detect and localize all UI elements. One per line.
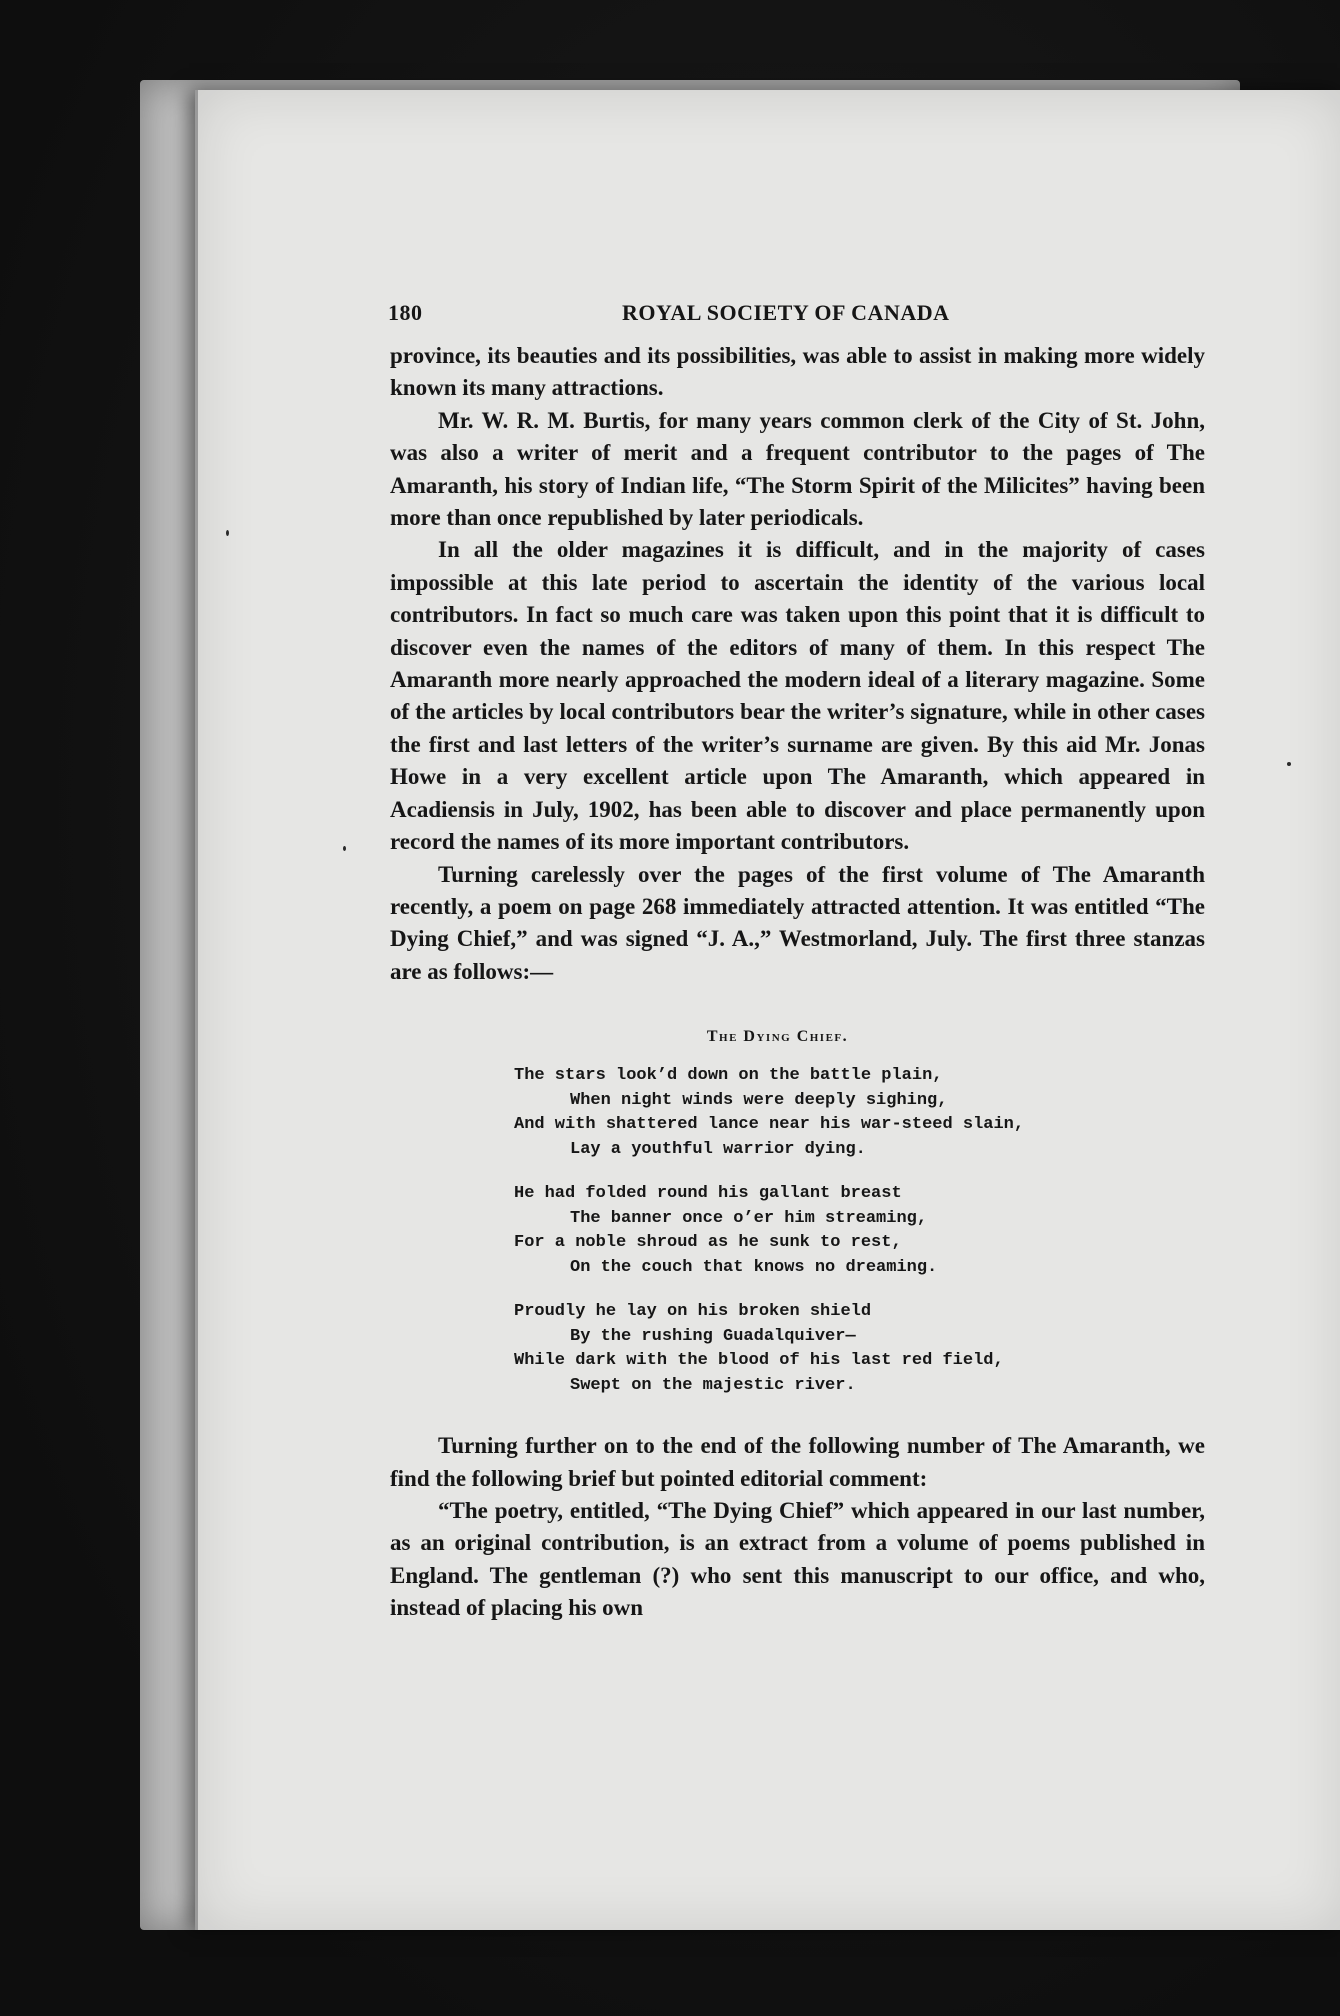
paragraph-1: province, its beauties and its possibilities, was able to assist in making more widely known its many attractions. (390, 343, 1205, 401)
poem-line: The stars look’d down on the battle plain, (514, 1066, 943, 1086)
stanza-2 (514, 1182, 1205, 1280)
poem-line: On the couch that knows no dreaming. (570, 1257, 938, 1277)
paragraph-5: Turning further on to the end of the following number of The Amaranth, we find the following brief but pointed editorial comment: (390, 1433, 1205, 1491)
poem-line: For a noble shroud as he sunk to rest, (514, 1233, 902, 1253)
poem-line: By the rushing Guadalquiver— (570, 1326, 856, 1346)
poem-title: The Dying Chief. (706, 1028, 849, 1046)
poem-line: Swept on the majestic river. (570, 1375, 856, 1395)
paragraph-4: Turning carelessly over the pages of the first volume of The Amaranth recently, a poem on page 268 immediately attracted attention. It was entitled “The Dying Chief,” and was signed “J. A.,” Westmorland, July. The first three stanzas are as follows:— (390, 861, 1205, 984)
stanza-1 (514, 1064, 1205, 1162)
poem-line: He had folded round his gallant breast (514, 1184, 902, 1204)
paragraph-3: In all the older magazines it is difficult, and in the majority of cases impossible at this late period to ascertain the identity of the various local contributors. In fact so much care was taken upon this point that it is difficult to discover even the names of the editors of many of them. In this respect The Amaranth more nearly approached the modern ideal of a literary magazine. Some of the articles by local contributors bear the writer’s signature, while in other cases the first and last letters of the writer’s surname are given. By this aid Mr. Jonas Howe in a very excellent article upon The Amaranth, which appeared in Acadiensis in July, 1902, has been able to discover and place permanently upon record the names of its more important contributors. (390, 537, 1205, 855)
paragraph-6: “The poetry, entitled, “The Dying Chief” which appeared in our last number, as an original contribution, is an extract from a volume of poems published in England. The gentleman (?) who sent this manuscript to our office, and who, instead of placing his own (390, 1497, 1205, 1621)
running-title: ROYAL SOCIETY OF CANADA (622, 300, 950, 325)
running-head (390, 300, 1205, 340)
page-text (390, 300, 1205, 1625)
scan-speck (226, 530, 229, 536)
poem-line: While dark with the blood of his last red field, (514, 1351, 1004, 1371)
poem-line: Proudly he lay on his broken shield (514, 1302, 872, 1322)
poem-line: The banner once o’er him streaming, (570, 1208, 928, 1228)
poem-line: Lay a youthful warrior dying. (570, 1139, 866, 1159)
page-number: 180 (388, 300, 423, 325)
scan-speck (343, 846, 346, 851)
paragraph-2: Mr. W. R. M. Burtis, for many years common clerk of the City of St. John, was also a writer of merit and a frequent contributor to the pages of The Amaranth, his story of Indian life, “The Storm Spirit of the Milicites” having been more than once republished by later periodicals. (390, 407, 1205, 531)
poem-line: And with shattered lance near his war-steed slain, (514, 1115, 1025, 1135)
poem (514, 1064, 1205, 1398)
scan-speck (1287, 762, 1291, 766)
stanza-3 (514, 1300, 1205, 1398)
poem-line: When night winds were deeply sighing, (570, 1090, 948, 1110)
